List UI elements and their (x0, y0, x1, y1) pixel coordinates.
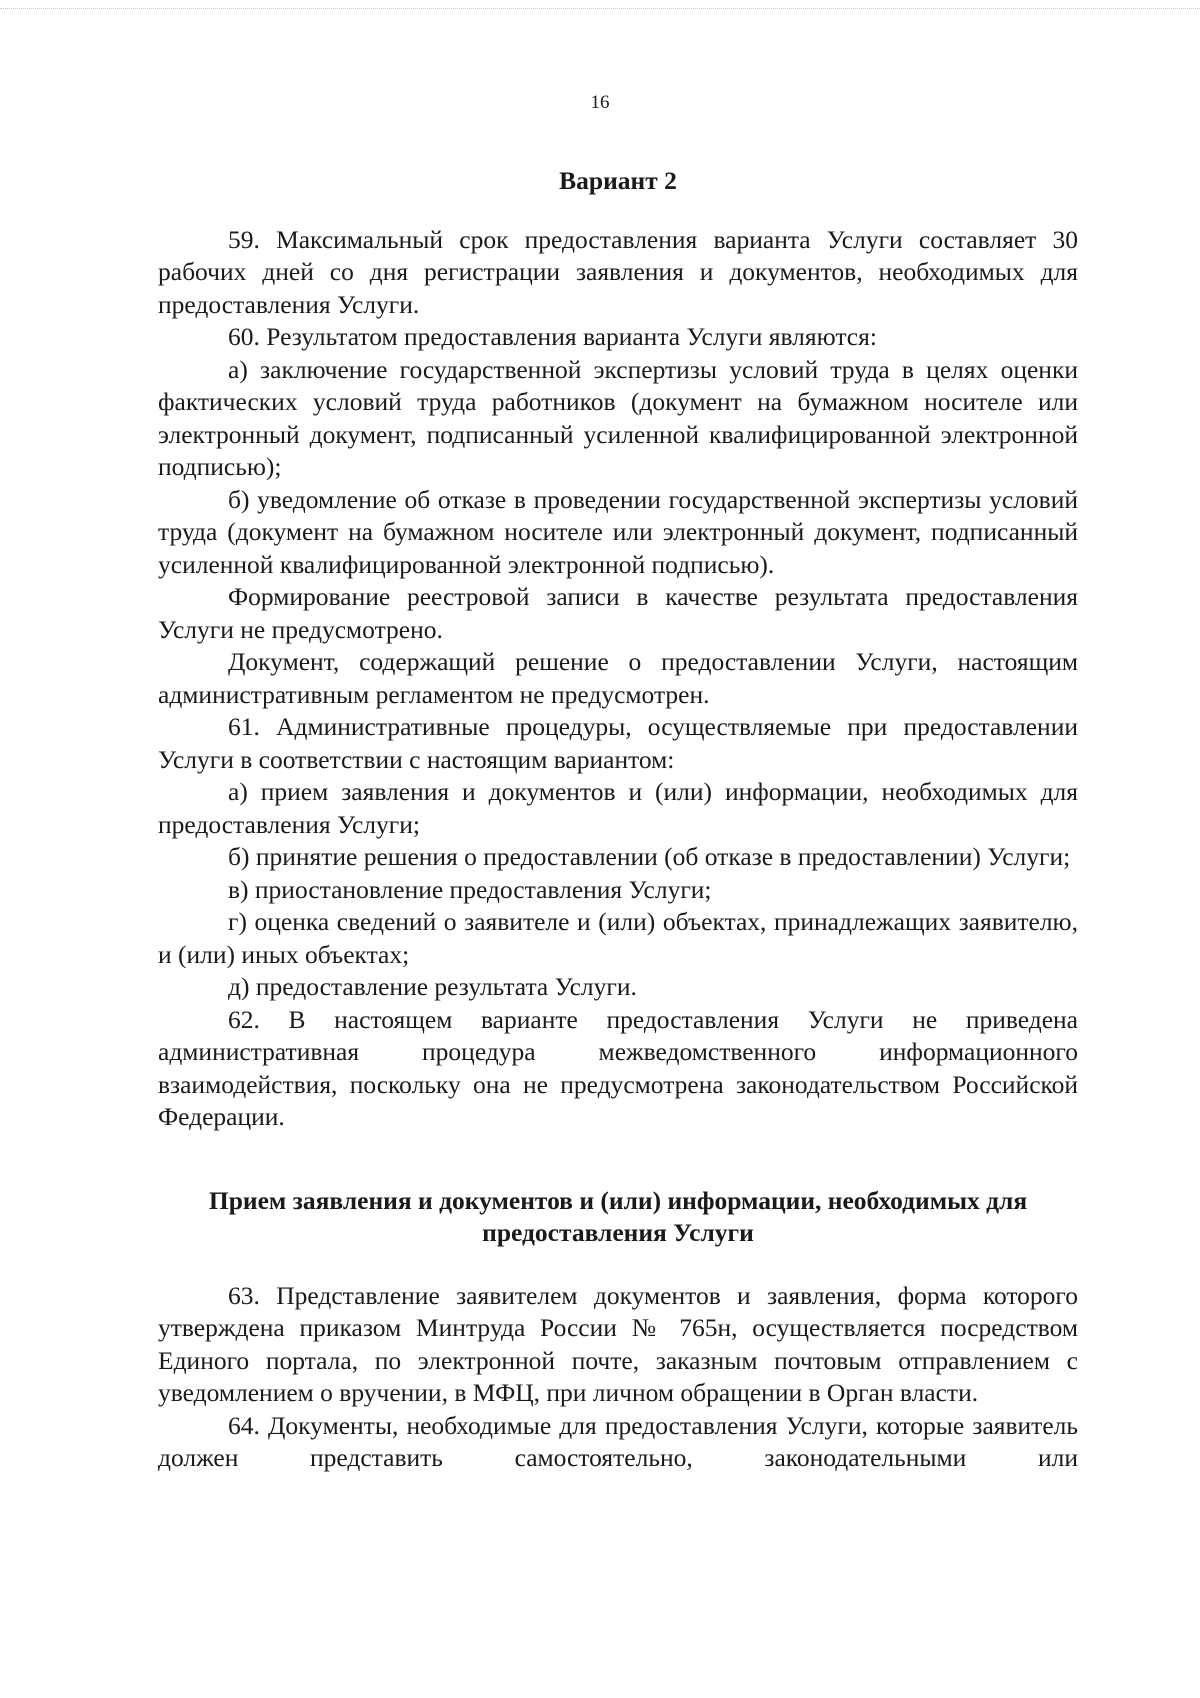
paragraph-60: 60. Результатом предоставления варианта Услуги являются: (228, 322, 877, 351)
paragraph-decision-document: Документ, содержащий решение о предоставлении Услуги, настоящим административным регламентом не предусмотрен. (158, 647, 1078, 709)
paragraph-60-a: а) заключение государственной экспертизы условий труда в целях оценки фактических условий труда работников (документ на бумажном носителе или электронный документ, подписанный усиленной квалифицированной электронной подписью); (158, 354, 1078, 481)
paragraph-61: 61. Административные процедуры, осуществляемые при предоставлении Услуги в соответствии с настоящим вариантом: (158, 712, 1078, 774)
paragraph-61-a: а) прием заявления и документов и (или) информации, необходимых для предоставления Услуги; (158, 777, 1078, 839)
paragraph-59: 59. Максимальный срок предоставления варианта Услуги составляет 30 рабочих дней со дня регистрации заявления и документов, необходимых для предоставления Услуги. (158, 224, 1078, 319)
paragraph-61-g: г) оценка сведений о заявителе и (или) объектах, принадлежащих заявителю, и (или) иных объектах; (158, 907, 1078, 969)
paragraph-61-d: д) предоставление результата Услуги. (228, 972, 637, 1001)
document-body (158, 165, 1078, 1475)
paragraph-64: 64. Документы, необходимые для предоставления Услуги, которые заявитель должен представить самостоятельно, законодательными или (158, 1410, 1078, 1472)
section-heading: Прием заявления и документов и (или) информации, необходимых для предоставления Услуги (208, 1185, 1028, 1247)
paragraph-61-v: в) приостановление предоставления Услуги; (228, 874, 712, 904)
paragraph-62: 62. В настоящем варианте предоставления Услуги не приведена административная процедура межведомственного информационного взаимодействия, поскольку она не предусмотрена законодательством Российской Федерации. (158, 1004, 1078, 1131)
scan-edge-line (0, 8, 1200, 9)
page-number: 16 (590, 92, 610, 113)
paragraph-registry-record: Формирование реестровой записи в качестве результата предоставления Услуги не предусмотрено. (158, 582, 1078, 644)
paragraph-63: 63. Представление заявителем документов и заявления, форма которого утверждена приказом Минтруда России № 765н, осуществляется посредством Единого портала, по электронной почте, заказным почтовым отправлением с уведомлением о вручении, в МФЦ, при личном обращении в Орган власти. (158, 1280, 1078, 1407)
paragraph-61-b: б) принятие решения о предоставлении (об отказе в предоставлении) Услуги; (228, 842, 1071, 871)
variant-heading: Вариант 2 (559, 166, 677, 195)
paragraph-60-b: б) уведомление об отказе в проведении государственной экспертизы условий труда (документ на бумажном носителе или электронный документ, подписанный усиленной квалифицированной электронной подписью). (158, 484, 1078, 579)
